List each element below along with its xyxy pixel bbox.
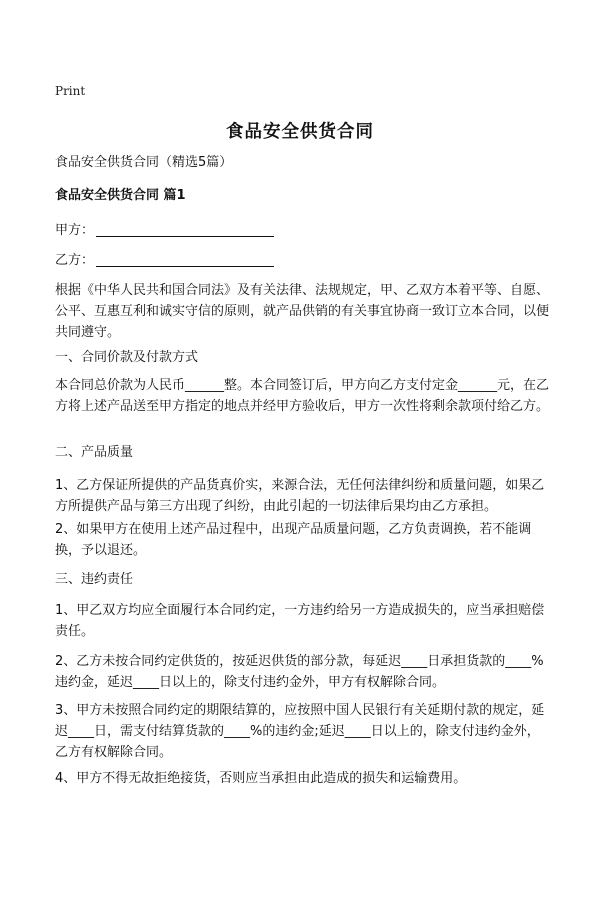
paragraph-liability-4: 4、甲方不得无故拒绝接货，否则应当承担由此造成的损失和运输费用。 <box>55 771 467 786</box>
paragraph-liability-1: 1、甲乙双方均应全面履行本合同约定，一方违约给另一方造成损失的，应当承担赔偿责任。 <box>55 603 545 639</box>
party-b-blank <box>96 252 274 267</box>
party-a-field <box>55 219 274 238</box>
party-b-field <box>55 249 274 268</box>
paragraph-intro: 根据《中华人民共和国合同法》及有关法律、法规规定，甲、乙双方本着平等、自愿、公平、互惠互利和诚实守信的原则，就产品供销的有关事宜协商一致订立本合同，以便共同遵守。 <box>55 283 550 340</box>
section-heading: 食品安全供货合同 篇1 <box>55 188 186 203</box>
paragraph-quality-1: 1、乙方保证所提供的产品货真价实，来源合法，无任何法律纠纷和质量问题，如果乙方所提供产品与第三方出现了纠纷，由此引起的一切法律后果均由乙方承担。 <box>55 478 545 514</box>
heading-liability: 三、违约责任 <box>55 572 134 587</box>
document-title: 食品安全供货合同 <box>226 122 374 142</box>
heading-quality: 二、产品质量 <box>55 445 134 460</box>
paragraph-quality-2: 2、如果甲方在使用上述产品过程中，出现产品质量问题，乙方负责调换，若不能调换，予以退还。 <box>55 522 532 558</box>
paragraph-payment: 本合同总价款为人民币______整。本合同签订后，甲方向乙方支付定金______元，在乙方将上述产品送至甲方指定的地点并经甲方验收后，甲方一次性将剩余款项付给乙方。 <box>55 378 550 414</box>
paragraph-liability-3: 3、甲方未按照合同约定的期限结算的，应按照中国人民银行有关延期付款的规定，延迟____日，需支付结算货款的____%的违约金;延迟____日以上的，除支付违约金外，乙方有权解除合同。 <box>55 703 545 760</box>
paragraph-liability-2: 2、乙方未按合同约定供货的，按延迟供货的部分款，每延迟____日承担货款的____%违约金，延迟____日以上的，除支付违约金外，甲方有权解除合同。 <box>55 654 544 690</box>
party-a-blank <box>96 222 274 237</box>
heading-payment: 一、合同价款及付款方式 <box>55 350 199 365</box>
document-subtitle: 食品安全供货合同（精选5篇） <box>55 155 233 170</box>
party-b-label: 乙方： <box>55 253 95 268</box>
party-a-label: 甲方： <box>55 223 95 238</box>
print-link[interactable]: Print <box>55 84 86 98</box>
